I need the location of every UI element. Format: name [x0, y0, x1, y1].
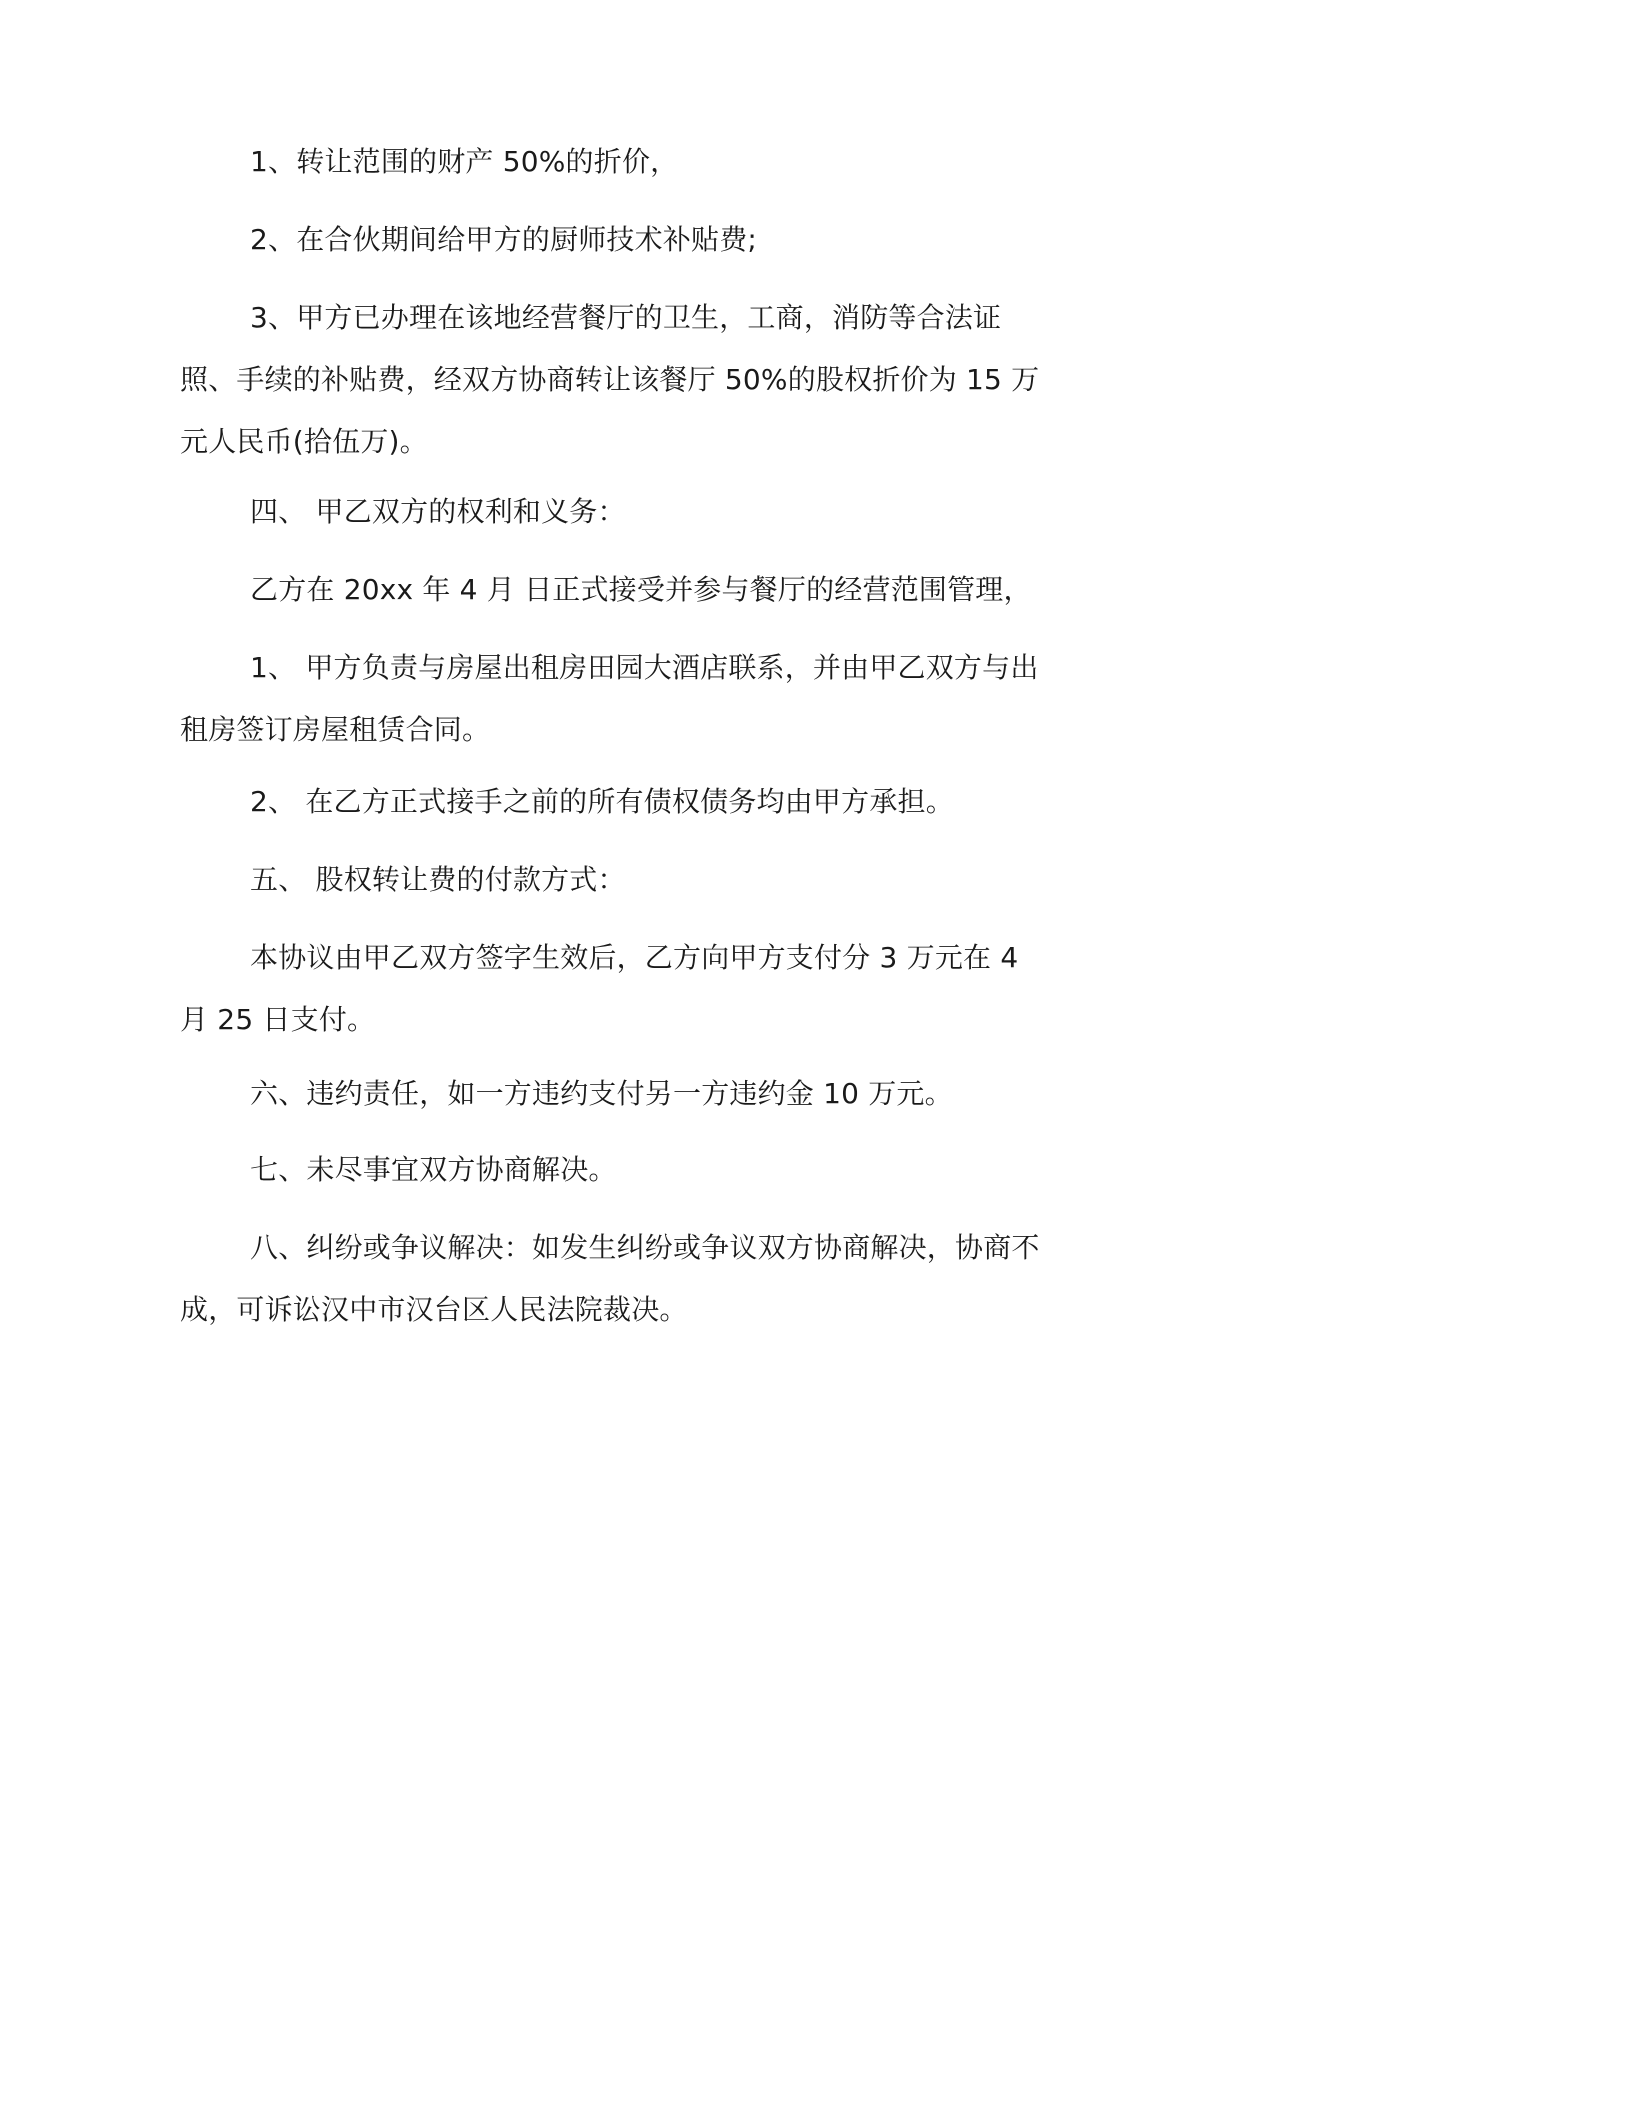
- paragraph-chef-subsidy: 2、在合伙期间给甲方的厨师技术补贴费;: [250, 223, 758, 256]
- paragraph-lease-contract: 1、 甲方负责与房屋出租房田园大酒店联系，并由甲乙双方与出租房签订房屋租赁合同。: [180, 651, 1039, 746]
- paragraph-breach: 六、违约责任，如一方违约支付另一方违约金 10 万元。: [250, 1077, 953, 1110]
- paragraph-unresolved-matters: 七、未尽事宜双方协商解决。: [250, 1153, 617, 1186]
- paragraph-debts: 2、 在乙方正式接手之前的所有债权债务均由甲方承担。: [250, 785, 954, 818]
- paragraph-dispute-resolution: 八、纠纷或争议解决：如发生纠纷或争议双方协商解决，协商不成，可诉讼汉中市汉台区人民法院裁决。: [180, 1231, 1040, 1326]
- heading-section-four: 四、 甲乙双方的权利和义务：: [250, 495, 626, 528]
- paragraph-license-subsidy: 3、甲方已办理在该地经营餐厅的卫生，工商，消防等合法证照、手续的补贴费，经双方协商转让该餐厅 50%的股权折价为 15 万元人民币(拾伍万)。: [180, 301, 1040, 458]
- paragraph-management-start: 乙方在 20xx 年 4 月 日正式接受并参与餐厅的经营范围管理，: [250, 573, 1032, 606]
- heading-section-five: 五、 股权转让费的付款方式：: [250, 863, 626, 896]
- paragraph-payment: 本协议由甲乙双方签字生效后，乙方向甲方支付分 3 万元在 4 月 25 日支付。: [180, 941, 1019, 1036]
- paragraph-transfer-scope: 1、转让范围的财产 50%的折价，: [250, 145, 679, 178]
